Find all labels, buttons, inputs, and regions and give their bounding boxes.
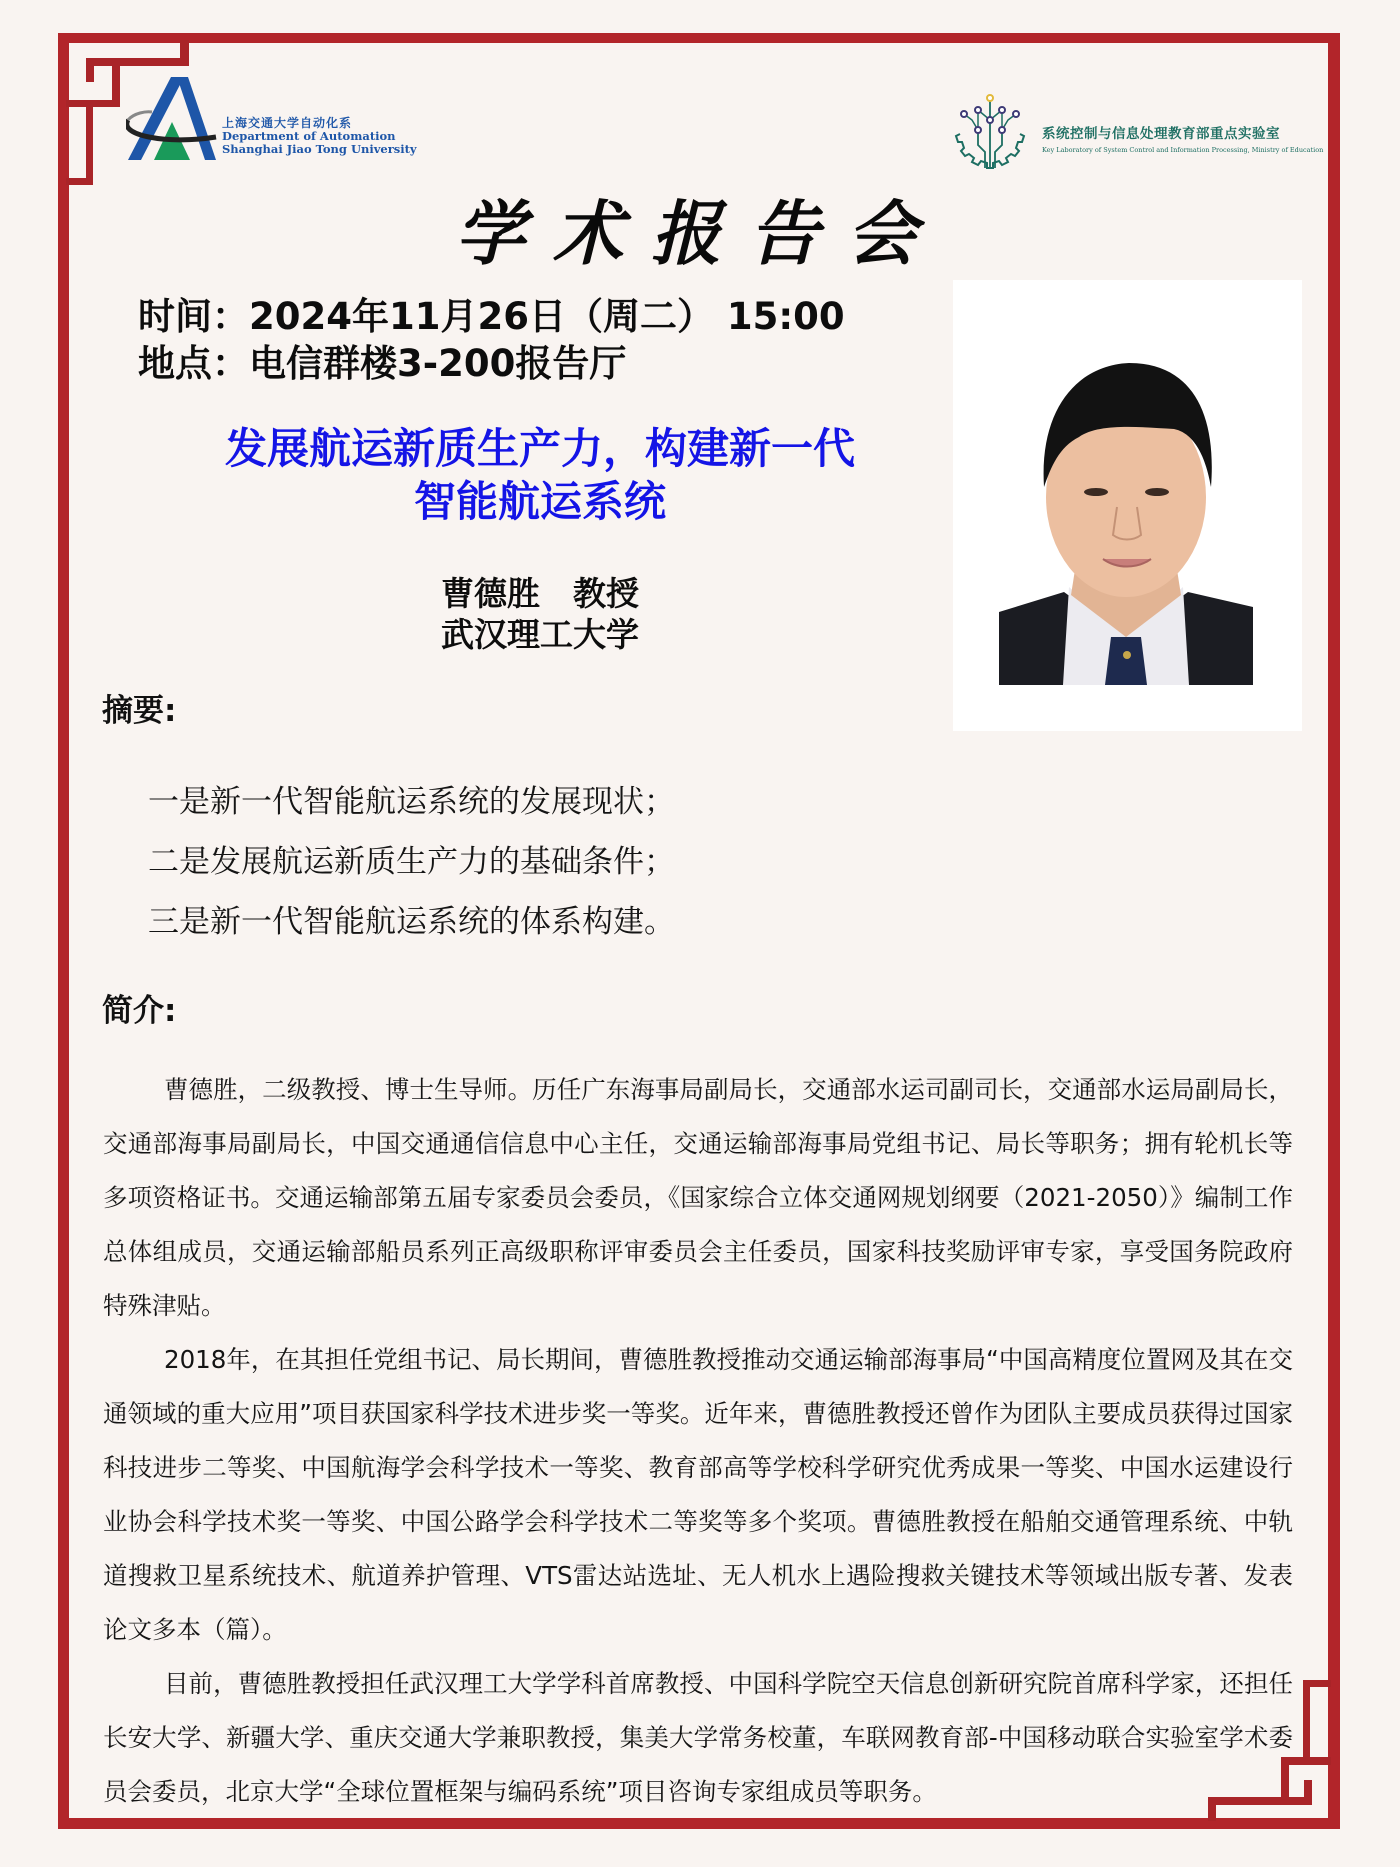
abstract-item: 三是新一代智能航运系统的体系构建。 xyxy=(148,904,675,940)
frame-right-border xyxy=(1328,33,1340,1829)
frame-bottom-border xyxy=(58,1818,1340,1829)
speaker-name: 曹德胜 教授 xyxy=(441,574,639,613)
abstract-heading: 摘要: xyxy=(102,693,177,729)
lab-name-en: Key Laboratory of System Control and Information Processing, Ministry of Education xyxy=(1042,146,1324,154)
talk-title-line-1: 发展航运新质生产力，构建新一代 xyxy=(224,424,855,473)
sjtu-automation-logo xyxy=(126,75,426,165)
abstract-item: 一是新一代智能航运系统的发展现状； xyxy=(148,784,675,820)
lab-name-cn: 系统控制与信息处理教育部重点实验室 xyxy=(1042,126,1280,142)
frame-top-border xyxy=(58,33,1340,43)
gear-circuit-tree-logo-icon xyxy=(950,90,1030,172)
page-title: 学术报告会 xyxy=(455,192,945,275)
lab-logo xyxy=(950,90,1330,180)
speaker-affiliation: 武汉理工大学 xyxy=(441,615,639,654)
event-place: 地点：电信群楼3-200报告厅 xyxy=(138,342,627,385)
abstract-list xyxy=(148,772,675,952)
speaker-portrait xyxy=(999,337,1253,685)
sjtu-name-en-1: Department of Automation xyxy=(222,129,396,143)
sjtu-name-cn: 上海交通大学自动化系 xyxy=(222,116,353,130)
bio-heading: 简介: xyxy=(102,993,177,1029)
bio-paragraph: 曹德胜，二级教授、博士生导师。历任广东海事局副局长，交通部水运司副司长，交通部水运局副局长，交通部海事局副局长，中国交通通信信息中心主任，交通运输部海事局党组书记、局长等职务；拥有轮机长等多项资格证书。交通运输部第五届专家委员会委员，《国家综合立体交通网规划纲要（2021-2050）》编制工作总体组成员，交通运输部船员系列正高级职称评审委员会主任委员，国家科技奖励评审专家，享受国务院政府特殊津贴。 xyxy=(103,1075,1293,1320)
bio-paragraph: 2018年，在其担任党组书记、局长期间，曹德胜教授推动交通运输部海事局“中国高精度位置网及其在交通领域的重大应用”项目获国家科学技术进步奖一等奖。近年来，曹德胜教授还曾作为团队主要成员获得过国家科技进步二等奖、中国航海学会科学技术一等奖、教育部高等学校科学研究优秀成果一等奖、中国水运建设行业协会科学技术奖一等奖、中国公路学会科学技术二等奖等多个奖项。曹德胜教授在船舶交通管理系统、中轨道搜救卫星系统技术、航道养护管理、VTS雷达站选址、无人机水上遇险搜救关键技术等领域出版专著、发表论文多本（篇）。 xyxy=(103,1345,1293,1644)
frame-left-border xyxy=(58,33,69,1829)
sjtu-name-en-2: Shanghai Jiao Tong University xyxy=(222,142,417,156)
bio-body xyxy=(103,1063,1293,1819)
speaker-photo-frame xyxy=(953,280,1302,731)
abstract-item: 二是发展航运新质生产力的基础条件； xyxy=(148,844,675,880)
event-time: 时间：2024年11月26日（周二） 15:00 xyxy=(138,295,845,338)
talk-title xyxy=(180,422,900,528)
bio-paragraph: 目前，曹德胜教授担任武汉理工大学学科首席教授、中国科学院空天信息创新研究院首席科学家，还担任长安大学、新疆大学、重庆交通大学兼职教授，集美大学常务校董，车联网教育部-中国移动联合实验室学术委员会委员，北京大学“全球位置框架与编码系统”项目咨询专家组成员等职务。 xyxy=(103,1669,1293,1806)
portrait-icon xyxy=(999,337,1253,685)
sjtu-automation-logo-icon xyxy=(126,75,226,165)
talk-title-line-2: 智能航运系统 xyxy=(413,477,666,526)
